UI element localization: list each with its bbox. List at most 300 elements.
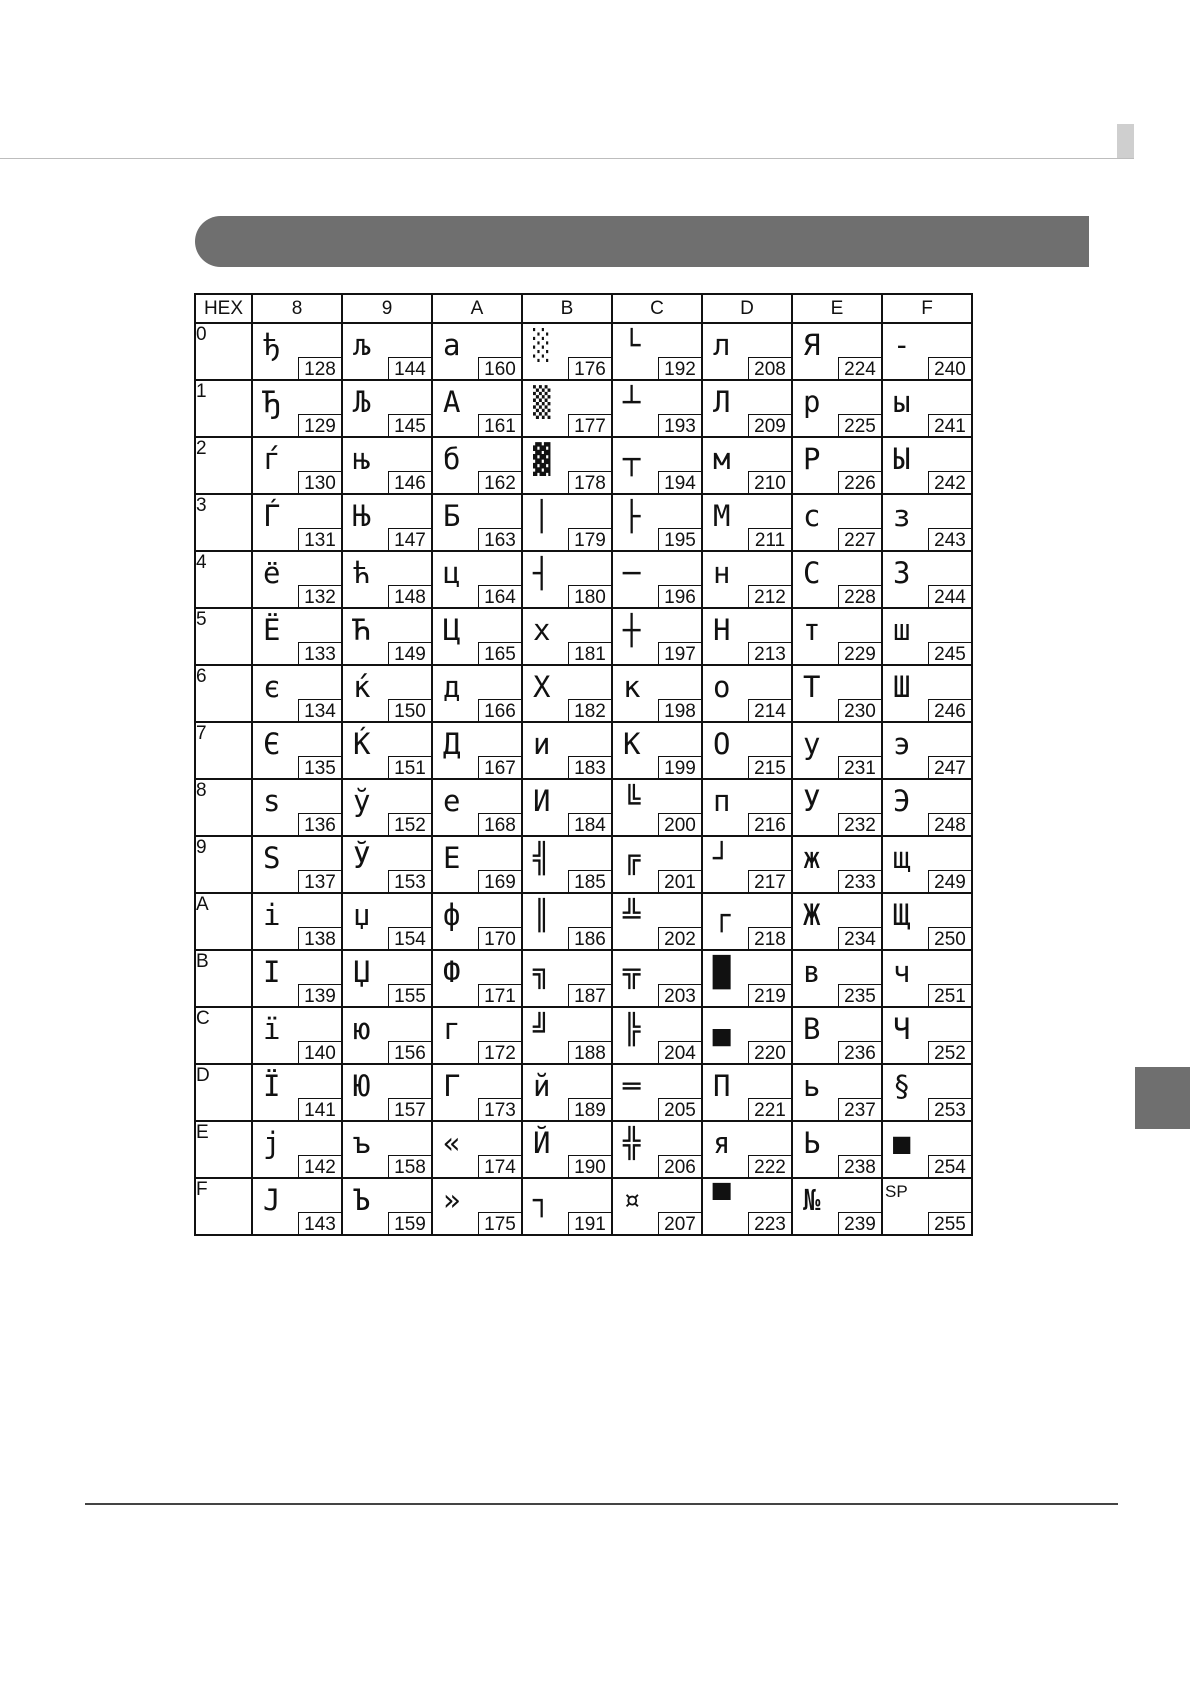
char-glyph: ┤ — [533, 556, 551, 590]
decimal-code: 185 — [568, 870, 612, 893]
char-cell — [432, 1121, 522, 1178]
char-cell — [432, 836, 522, 893]
decimal-code: 139 — [298, 984, 342, 1007]
char-glyph: Є — [263, 727, 281, 761]
column-header: D — [702, 294, 792, 323]
char-cell — [612, 665, 702, 722]
table-row — [195, 380, 972, 437]
char-glyph: ╦ — [623, 955, 641, 989]
char-cell — [612, 1121, 702, 1178]
char-cell — [702, 722, 792, 779]
row-header: E — [195, 1121, 252, 1178]
header-tab-marker — [1117, 124, 1134, 158]
decimal-code: 179 — [568, 528, 612, 551]
char-cell — [522, 1007, 612, 1064]
char-cell — [702, 437, 792, 494]
char-cell — [612, 893, 702, 950]
decimal-code: 214 — [748, 699, 792, 722]
char-cell — [252, 1064, 342, 1121]
char-glyph: « — [443, 1126, 461, 1160]
char-glyph: М — [713, 499, 731, 533]
decimal-code: 211 — [748, 528, 792, 551]
char-cell — [252, 437, 342, 494]
char-cell — [882, 836, 972, 893]
char-glyph: ╗ — [533, 955, 551, 989]
character-code-table — [194, 293, 973, 1236]
char-cell — [252, 494, 342, 551]
decimal-code: 226 — [838, 471, 882, 494]
row-header: 4 — [195, 551, 252, 608]
char-cell — [882, 893, 972, 950]
char-glyph: ─ — [623, 556, 641, 590]
decimal-code: 242 — [928, 471, 972, 494]
char-cell — [252, 608, 342, 665]
char-cell — [432, 779, 522, 836]
char-cell — [612, 1178, 702, 1235]
char-glyph: Ѕ — [263, 841, 281, 875]
char-cell — [702, 380, 792, 437]
char-glyph: К — [623, 727, 641, 761]
char-glyph: Љ — [353, 385, 371, 419]
char-cell — [702, 950, 792, 1007]
decimal-code: 224 — [838, 357, 882, 380]
decimal-code: 133 — [298, 642, 342, 665]
chapter-side-tab — [1135, 1067, 1190, 1129]
decimal-code: 152 — [388, 813, 432, 836]
char-cell — [432, 1007, 522, 1064]
decimal-code: 208 — [748, 357, 792, 380]
char-glyph: ѕ — [263, 784, 281, 818]
char-glyph: ║ — [533, 898, 551, 932]
decimal-code: 228 — [838, 585, 882, 608]
char-glyph: Э — [893, 784, 911, 818]
column-header: A — [432, 294, 522, 323]
char-cell — [702, 1121, 792, 1178]
decimal-code: 164 — [478, 585, 522, 608]
char-cell — [792, 437, 882, 494]
char-cell — [792, 608, 882, 665]
decimal-code: 206 — [658, 1155, 702, 1178]
char-cell — [792, 551, 882, 608]
header-rule — [0, 158, 1134, 159]
char-cell — [342, 1007, 432, 1064]
decimal-code: 176 — [568, 357, 612, 380]
char-glyph: Ђ — [263, 385, 281, 419]
char-cell — [522, 665, 612, 722]
decimal-code: 155 — [388, 984, 432, 1007]
decimal-code: 209 — [748, 414, 792, 437]
decimal-code: 150 — [388, 699, 432, 722]
table-row — [195, 722, 972, 779]
char-glyph: е — [443, 784, 461, 818]
char-cell — [792, 1178, 882, 1235]
decimal-code: 251 — [928, 984, 972, 1007]
column-header: E — [792, 294, 882, 323]
char-glyph: Ќ — [353, 727, 371, 761]
table-row — [195, 665, 972, 722]
decimal-code: 252 — [928, 1041, 972, 1064]
char-cell — [252, 779, 342, 836]
char-glyph: ї — [263, 1012, 281, 1046]
char-cell — [252, 1007, 342, 1064]
char-glyph: э — [893, 727, 911, 761]
char-glyph: § — [893, 1069, 911, 1103]
char-glyph: █ — [713, 955, 731, 989]
char-glyph: њ — [353, 442, 371, 476]
char-cell — [882, 551, 972, 608]
decimal-code: 234 — [838, 927, 882, 950]
char-glyph: Ш — [893, 670, 911, 704]
char-glyph: д — [443, 670, 461, 704]
table-row — [195, 1178, 972, 1235]
decimal-code: 166 — [478, 699, 522, 722]
char-glyph: └ — [623, 328, 641, 362]
decimal-code: 202 — [658, 927, 702, 950]
row-header: 6 — [195, 665, 252, 722]
decimal-code: 243 — [928, 528, 972, 551]
decimal-code: 222 — [748, 1155, 792, 1178]
table-row — [195, 1064, 972, 1121]
char-cell — [882, 1121, 972, 1178]
char-glyph: ▄ — [713, 1012, 731, 1046]
decimal-code: 168 — [478, 813, 522, 836]
decimal-code: 171 — [478, 984, 522, 1007]
char-cell — [432, 1178, 522, 1235]
char-cell — [612, 323, 702, 380]
char-glyph: с — [803, 499, 821, 533]
char-glyph: А — [443, 385, 461, 419]
row-header: B — [195, 950, 252, 1007]
char-cell — [882, 380, 972, 437]
char-glyph: С — [803, 556, 821, 590]
char-glyph: й — [533, 1069, 551, 1103]
char-cell — [432, 494, 522, 551]
decimal-code: 198 — [658, 699, 702, 722]
decimal-code: 229 — [838, 642, 882, 665]
char-glyph: ╚ — [623, 784, 641, 818]
char-cell — [882, 608, 972, 665]
decimal-code: 163 — [478, 528, 522, 551]
decimal-code: 210 — [748, 471, 792, 494]
char-cell — [342, 551, 432, 608]
char-glyph: Ю — [353, 1069, 371, 1103]
column-header: C — [612, 294, 702, 323]
decimal-code: 175 — [478, 1212, 522, 1235]
decimal-code: 147 — [388, 528, 432, 551]
char-cell — [882, 494, 972, 551]
decimal-code: 223 — [748, 1212, 792, 1235]
decimal-code: 148 — [388, 585, 432, 608]
decimal-code: 247 — [928, 756, 972, 779]
char-cell — [342, 665, 432, 722]
decimal-code: 215 — [748, 756, 792, 779]
char-cell — [522, 380, 612, 437]
decimal-code: 136 — [298, 813, 342, 836]
char-glyph: В — [803, 1012, 821, 1046]
char-glyph: У — [803, 784, 821, 818]
char-cell — [522, 1064, 612, 1121]
char-cell — [252, 722, 342, 779]
decimal-code: 142 — [298, 1155, 342, 1178]
decimal-code: 141 — [298, 1098, 342, 1121]
char-glyph: ж — [803, 841, 821, 875]
table-row — [195, 950, 972, 1007]
char-glyph: ф — [443, 898, 461, 932]
decimal-code: 132 — [298, 585, 342, 608]
char-cell — [252, 836, 342, 893]
footer-rule — [85, 1503, 1118, 1505]
char-cell — [882, 1064, 972, 1121]
column-header: B — [522, 294, 612, 323]
row-header: A — [195, 893, 252, 950]
char-glyph: ┬ — [623, 442, 641, 476]
char-cell — [612, 551, 702, 608]
decimal-code: 249 — [928, 870, 972, 893]
char-cell — [342, 1178, 432, 1235]
decimal-code: 240 — [928, 357, 972, 380]
char-cell — [252, 950, 342, 1007]
char-glyph: ╣ — [533, 841, 551, 875]
row-header: 9 — [195, 836, 252, 893]
decimal-code: 255 — [928, 1212, 972, 1235]
char-cell — [882, 665, 972, 722]
char-cell — [252, 1121, 342, 1178]
char-glyph: Ц — [443, 613, 461, 647]
char-cell — [432, 380, 522, 437]
char-cell — [792, 380, 882, 437]
decimal-code: 233 — [838, 870, 882, 893]
char-glyph: Н — [713, 613, 731, 647]
decimal-code: 219 — [748, 984, 792, 1007]
char-cell — [522, 722, 612, 779]
decimal-code: 204 — [658, 1041, 702, 1064]
decimal-code: 227 — [838, 528, 882, 551]
char-cell — [702, 608, 792, 665]
char-glyph: Ф — [443, 955, 461, 989]
char-cell — [252, 893, 342, 950]
char-glyph: т — [803, 613, 821, 647]
decimal-code: 190 — [568, 1155, 612, 1178]
char-glyph: г — [443, 1012, 461, 1046]
char-cell — [882, 779, 972, 836]
column-header: 9 — [342, 294, 432, 323]
char-glyph: Л — [713, 385, 731, 419]
char-glyph: ╔ — [623, 841, 641, 875]
decimal-code: 196 — [658, 585, 702, 608]
char-cell — [792, 1121, 882, 1178]
char-cell — [432, 665, 522, 722]
char-glyph: І — [263, 955, 281, 989]
table-row — [195, 893, 972, 950]
table-row — [195, 1121, 972, 1178]
char-cell — [342, 722, 432, 779]
decimal-code: 180 — [568, 585, 612, 608]
char-glyph: Я — [803, 328, 821, 362]
char-cell — [432, 722, 522, 779]
decimal-code: 194 — [658, 471, 702, 494]
char-glyph: Џ — [353, 955, 371, 989]
char-cell — [792, 722, 882, 779]
char-glyph: │ — [533, 499, 551, 533]
char-glyph: Е — [443, 841, 461, 875]
char-cell — [342, 437, 432, 494]
char-cell — [252, 665, 342, 722]
decimal-code: 172 — [478, 1041, 522, 1064]
decimal-code: 167 — [478, 756, 522, 779]
char-glyph: и — [533, 727, 551, 761]
row-header: 0 — [195, 323, 252, 380]
char-glyph: ю — [353, 1012, 371, 1046]
decimal-code: 203 — [658, 984, 702, 1007]
char-cell — [522, 323, 612, 380]
char-glyph: Ы — [893, 442, 911, 476]
char-cell — [342, 494, 432, 551]
decimal-code: 221 — [748, 1098, 792, 1121]
char-cell — [792, 1064, 882, 1121]
char-cell — [702, 893, 792, 950]
char-cell — [792, 494, 882, 551]
decimal-code: 187 — [568, 984, 612, 1007]
char-glyph: а — [443, 328, 461, 362]
char-glyph: Ь — [803, 1126, 821, 1160]
char-cell — [252, 551, 342, 608]
char-cell — [342, 836, 432, 893]
decimal-code: 165 — [478, 642, 522, 665]
table-row — [195, 779, 972, 836]
decimal-code: 246 — [928, 699, 972, 722]
decimal-code: 192 — [658, 357, 702, 380]
row-header: F — [195, 1178, 252, 1235]
decimal-code: 253 — [928, 1098, 972, 1121]
char-glyph: ░ — [533, 328, 551, 362]
char-cell — [882, 950, 972, 1007]
char-glyph: SP — [885, 1182, 908, 1201]
char-glyph: № — [803, 1183, 821, 1217]
char-glyph: љ — [353, 328, 371, 362]
char-cell — [612, 1064, 702, 1121]
decimal-code: 128 — [298, 357, 342, 380]
char-cell — [612, 608, 702, 665]
decimal-code: 161 — [478, 414, 522, 437]
char-cell — [702, 323, 792, 380]
char-cell — [522, 893, 612, 950]
char-glyph: у — [803, 727, 821, 761]
row-header: 3 — [195, 494, 252, 551]
decimal-code: 213 — [748, 642, 792, 665]
char-cell — [432, 323, 522, 380]
char-cell — [432, 608, 522, 665]
char-glyph: Х — [533, 670, 551, 704]
row-header: D — [195, 1064, 252, 1121]
char-cell — [612, 1007, 702, 1064]
char-glyph: я — [713, 1126, 731, 1160]
decimal-code: 238 — [838, 1155, 882, 1178]
hex-corner-label: HEX — [195, 294, 252, 323]
char-cell — [612, 437, 702, 494]
table-row — [195, 1007, 972, 1064]
char-cell — [342, 893, 432, 950]
char-glyph: ▀ — [713, 1183, 731, 1217]
decimal-code: 153 — [388, 870, 432, 893]
row-header: 1 — [195, 380, 252, 437]
char-cell — [252, 323, 342, 380]
char-glyph: ц — [443, 556, 461, 590]
char-cell — [792, 779, 882, 836]
char-glyph: щ — [893, 841, 911, 875]
char-glyph: з — [893, 499, 911, 533]
char-cell — [432, 551, 522, 608]
char-glyph: ╠ — [623, 1012, 641, 1046]
char-cell — [882, 437, 972, 494]
decimal-code: 220 — [748, 1041, 792, 1064]
char-glyph: Й — [533, 1126, 551, 1160]
char-cell — [612, 836, 702, 893]
char-glyph: ▒ — [533, 385, 551, 419]
char-glyph: в — [803, 955, 821, 989]
char-glyph: З — [893, 556, 911, 590]
char-glyph: » — [443, 1183, 461, 1217]
decimal-code: 199 — [658, 756, 702, 779]
char-glyph: Ј — [263, 1183, 281, 1217]
char-cell — [522, 779, 612, 836]
char-glyph: Б — [443, 499, 461, 533]
char-cell — [702, 1007, 792, 1064]
decimal-code: 201 — [658, 870, 702, 893]
decimal-code: 232 — [838, 813, 882, 836]
char-cell — [792, 1007, 882, 1064]
decimal-code: 182 — [568, 699, 612, 722]
char-cell — [702, 665, 792, 722]
row-header: 2 — [195, 437, 252, 494]
decimal-code: 140 — [298, 1041, 342, 1064]
table-row — [195, 551, 972, 608]
decimal-code: 144 — [388, 357, 432, 380]
char-cell — [342, 950, 432, 1007]
decimal-code: 146 — [388, 471, 432, 494]
char-cell — [612, 950, 702, 1007]
char-cell — [882, 1007, 972, 1064]
char-glyph: ═ — [623, 1069, 641, 1103]
char-cell — [612, 380, 702, 437]
char-glyph: ├ — [623, 499, 641, 533]
decimal-code: 245 — [928, 642, 972, 665]
decimal-code: 162 — [478, 471, 522, 494]
char-glyph: ■ — [893, 1126, 911, 1160]
table-row — [195, 608, 972, 665]
char-glyph: Т — [803, 670, 821, 704]
char-cell — [342, 1121, 432, 1178]
decimal-code: 197 — [658, 642, 702, 665]
char-cell — [522, 551, 612, 608]
decimal-code: 241 — [928, 414, 972, 437]
column-header-row — [195, 294, 972, 323]
row-header: 5 — [195, 608, 252, 665]
char-glyph: б — [443, 442, 461, 476]
char-cell — [432, 1064, 522, 1121]
char-glyph: ┌ — [713, 898, 731, 932]
decimal-code: 189 — [568, 1098, 612, 1121]
char-glyph: Щ — [893, 898, 911, 932]
char-cell — [882, 722, 972, 779]
decimal-code: 159 — [388, 1212, 432, 1235]
decimal-code: 216 — [748, 813, 792, 836]
char-glyph: ќ — [353, 670, 371, 704]
char-glyph: ┐ — [533, 1183, 551, 1217]
char-cell — [702, 779, 792, 836]
table-row — [195, 494, 972, 551]
char-glyph: ў — [353, 784, 371, 818]
decimal-code: 212 — [748, 585, 792, 608]
